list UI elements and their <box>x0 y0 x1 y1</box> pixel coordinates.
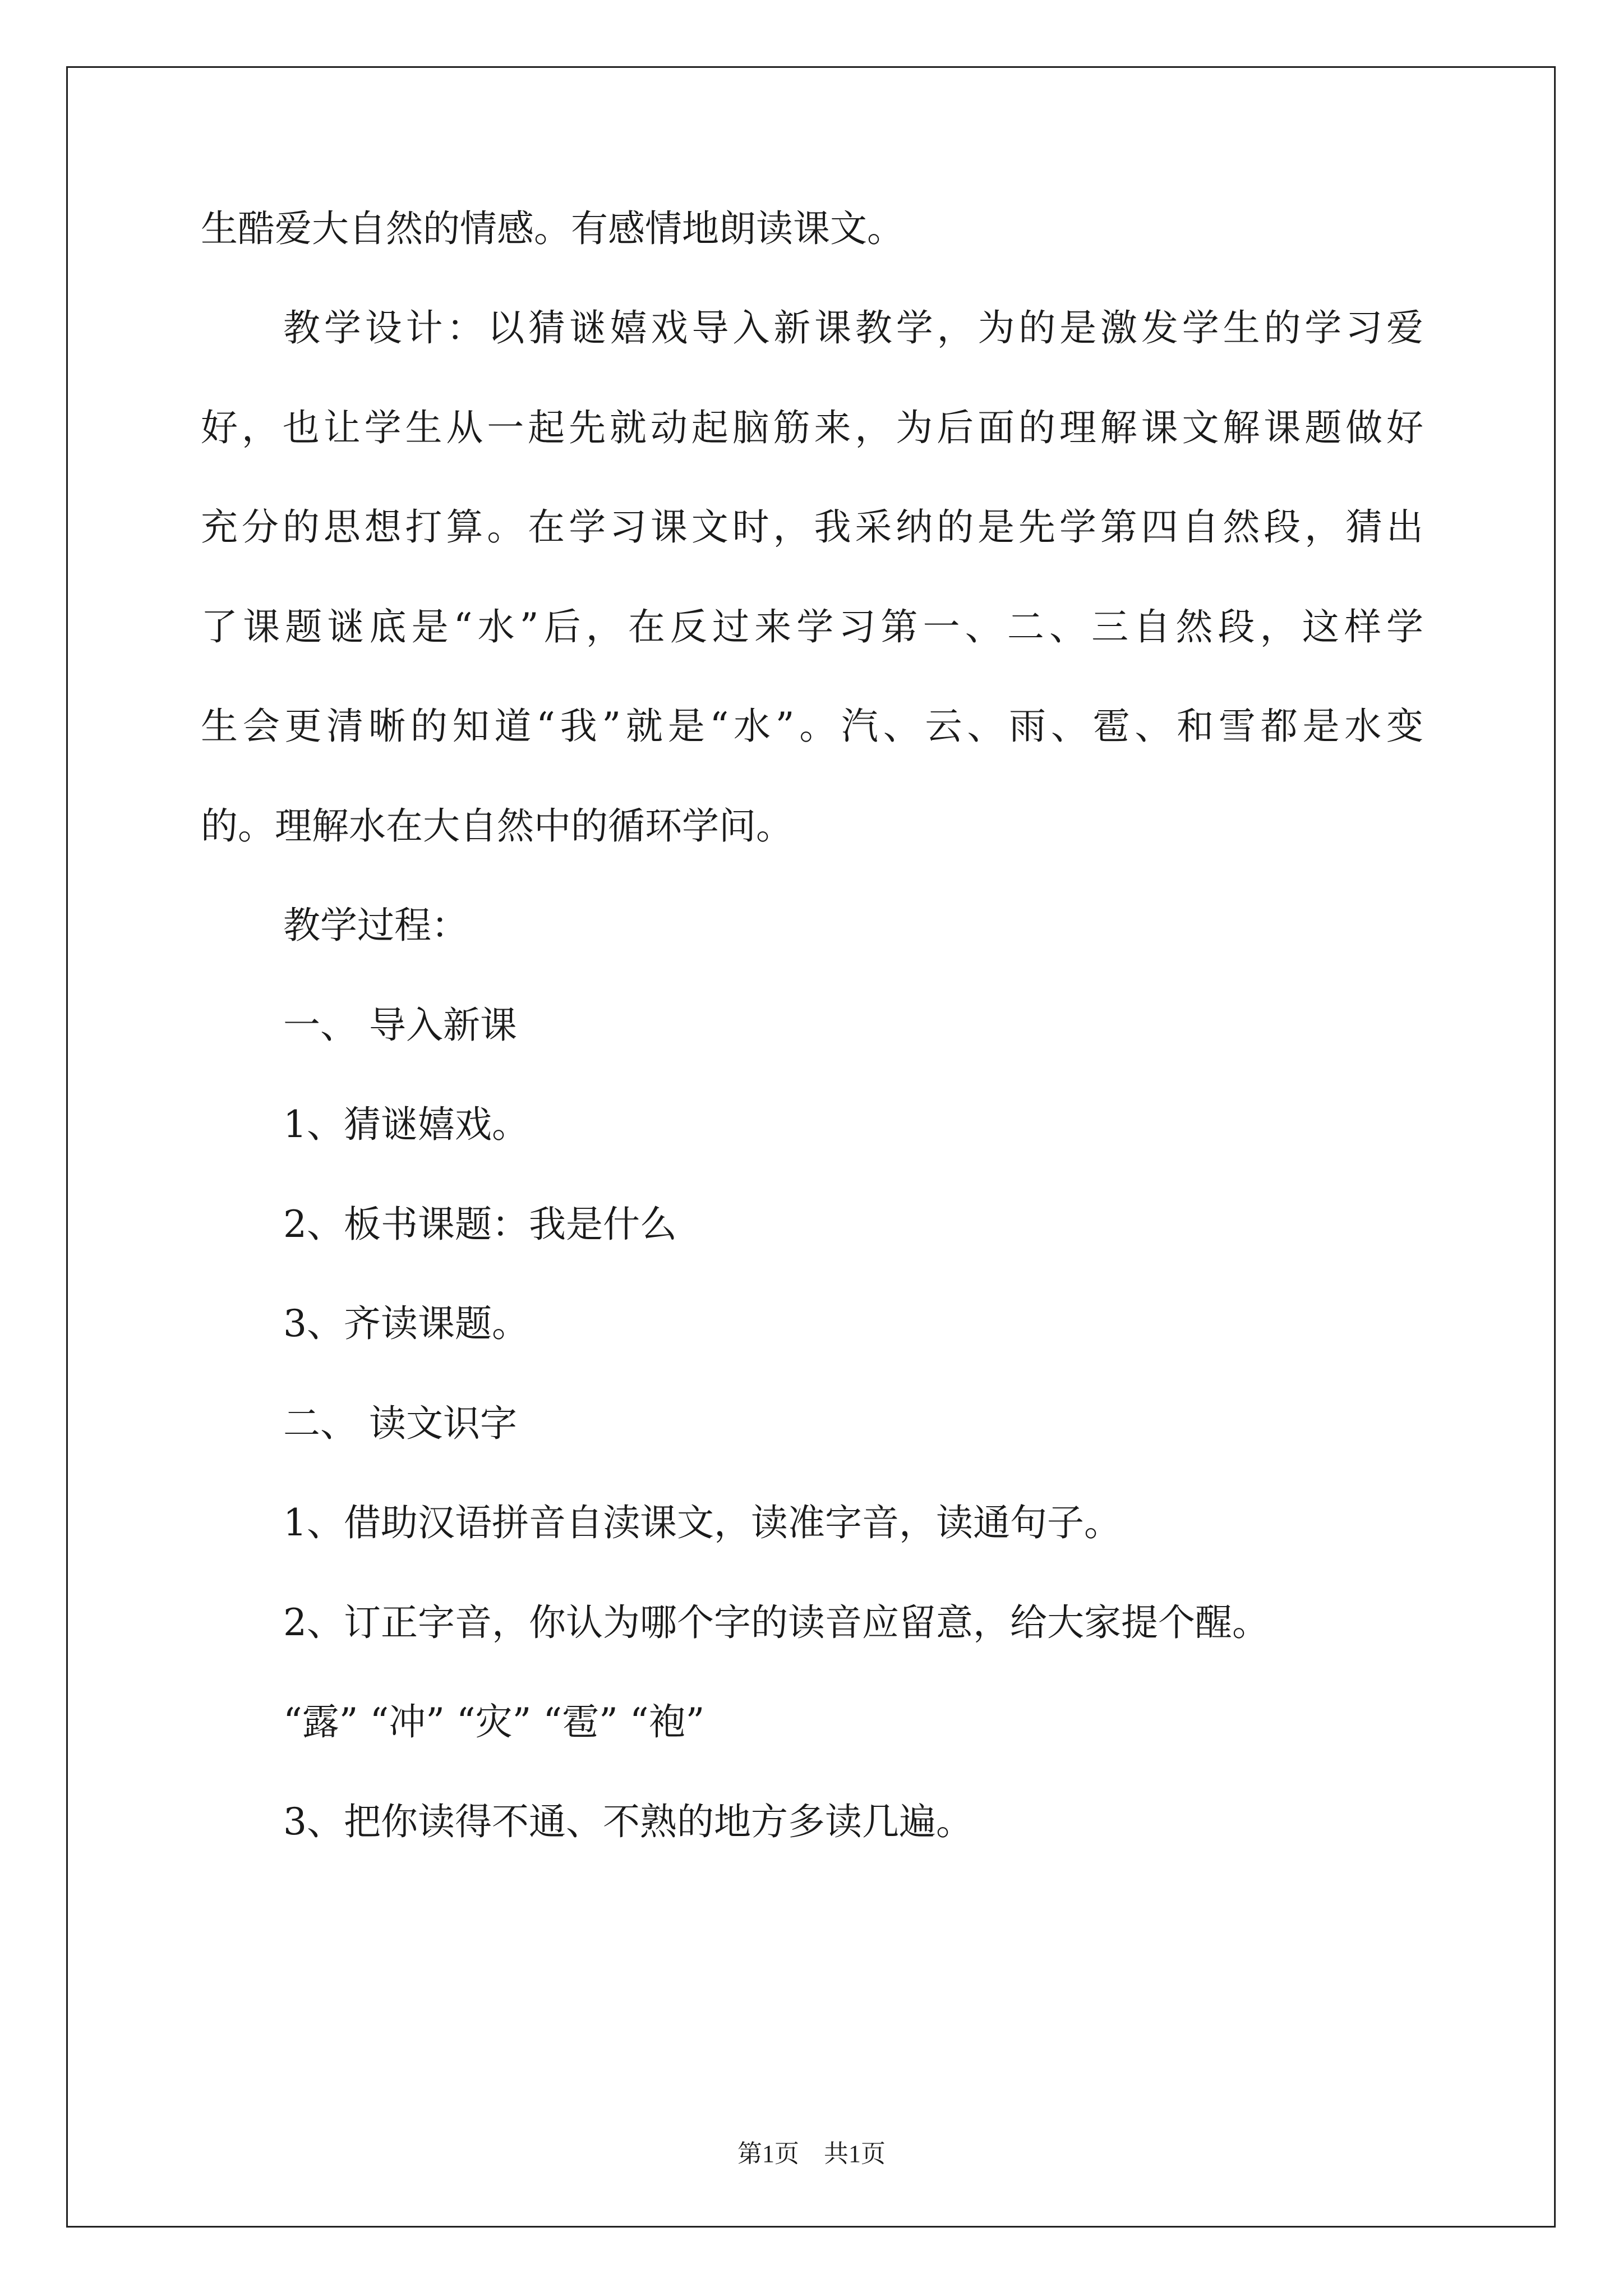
section-heading: 一、 导入新课 <box>283 1004 517 1047</box>
text-line: 生会更清晰的知道“我”就是“水”。汽、云、雨、雹、和雪都是水变 <box>201 705 1423 748</box>
text-line: 好，也让学生从一起先就动起脑筋来，为后面的理解课文解课题做好 <box>201 406 1423 449</box>
list-item: 1、借助汉语拼音自渎课文，读准字音，读通句子。 <box>283 1501 1121 1544</box>
list-item: 1、猜谜嬉戏。 <box>283 1103 529 1146</box>
text-line: 生酷爱大自然的情感。有感情地朗读课文。 <box>201 207 904 250</box>
section-heading: 教学过程： <box>283 904 468 947</box>
character-list: “露” “冲” “灾” “雹” “袍” <box>283 1700 705 1743</box>
text-line: 的。理解水在大自然中的循环学问。 <box>201 804 793 848</box>
list-item: 3、齐读课题。 <box>283 1302 529 1345</box>
list-item: 2、订正字音，你认为哪个字的读音应留意，给大家提个醒。 <box>283 1601 1269 1644</box>
text-line: 教学设计：以猜谜嬉戏导入新课教学，为的是激发学生的学习爱 <box>283 306 1423 349</box>
list-item: 3、把你读得不通、不熟的地方多读几遍。 <box>283 1800 973 1843</box>
list-item: 2、板书课题：我是什么 <box>283 1203 677 1246</box>
text-line: 充分的思想打算。在学习课文时，我采纳的是先学第四自然段，猜出 <box>201 505 1423 549</box>
section-heading: 二、 读文识字 <box>283 1402 517 1445</box>
page-number: 第1页 共1页 <box>737 2140 886 2168</box>
text-line: 了课题谜底是“水”后，在反过来学习第一、二、三自然段，这样学 <box>201 605 1423 648</box>
